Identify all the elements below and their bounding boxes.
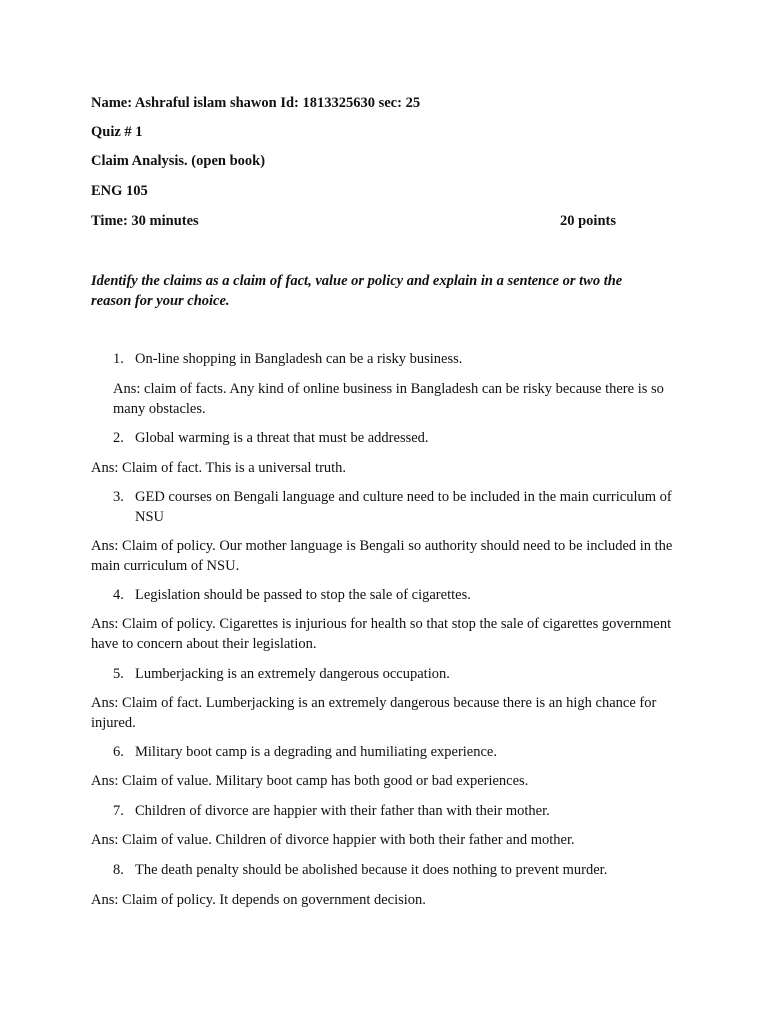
instructions: Identify the claims as a claim of fact, value or policy and explain in a sentence or two the reason for your choice. [91,273,623,309]
question-8 [113,860,693,880]
question-text: Global warming is a threat that must be addressed. [135,430,429,446]
question-number: 3. [113,489,124,505]
answer-1: Ans: claim of facts. Any kind of online business in Bangladesh can be risky because there is so many obstacles. [113,381,664,417]
question-5 [113,664,693,684]
total-points: 20 points [559,213,616,229]
answer-4: Ans: Claim of policy. Cigarettes is injurious for health so that stop the sale of cigarettes government have to concern about their legislation. [91,616,672,652]
course-code: ENG 105 [91,183,148,199]
question-text: On-line shopping in Bangladesh can be a risky business. [135,351,463,367]
question-3 [113,487,693,527]
answer-5: Ans: Claim of fact. Lumberjacking is an extremely dangerous because there is an high chance for injured. [91,695,657,731]
question-number: 8. [113,862,124,878]
answer-3: Ans: Claim of policy. Our mother language is Bengali so authority should need to be included in the main curriculum of NSU. [91,538,673,574]
answer-2: Ans: Claim of fact. This is a universal truth. [91,460,347,476]
question-number: 6. [113,744,124,760]
question-text: Children of divorce are happier with their father than with their mother. [135,803,550,819]
question-text: Military boot camp is a degrading and humiliating experience. [135,744,497,760]
question-text: The death penalty should be abolished because it does nothing to prevent murder. [135,862,608,878]
answer-6: Ans: Claim of value. Military boot camp has both good or bad experiences. [91,773,529,789]
question-4 [113,585,693,605]
question-7 [113,801,693,821]
time-limit: Time: 30 minutes [91,213,199,229]
question-number: 4. [113,587,124,603]
question-number: 2. [113,430,124,446]
question-text: Lumberjacking is an extremely dangerous occupation. [135,666,450,682]
question-6 [113,742,693,762]
quiz-title: Claim Analysis. (open book) [91,153,266,169]
answer-8: Ans: Claim of policy. It depends on government decision. [91,892,426,908]
time-points-row [91,213,618,230]
quiz-number: Quiz # 1 [91,124,143,140]
question-1 [113,349,693,369]
question-text: GED courses on Bengali language and culture need to be included in the main curriculum of NSU [135,489,672,525]
student-info-line: Name: Ashraful islam shawon Id: 1813325630 sec: 25 [91,95,421,111]
question-number: 7. [113,803,124,819]
question-text: Legislation should be passed to stop the sale of cigarettes. [135,587,471,603]
question-2 [113,428,693,448]
answer-7: Ans: Claim of value. Children of divorce happier with both their father and mother. [91,832,575,848]
question-number: 5. [113,666,124,682]
question-number: 1. [113,351,124,367]
